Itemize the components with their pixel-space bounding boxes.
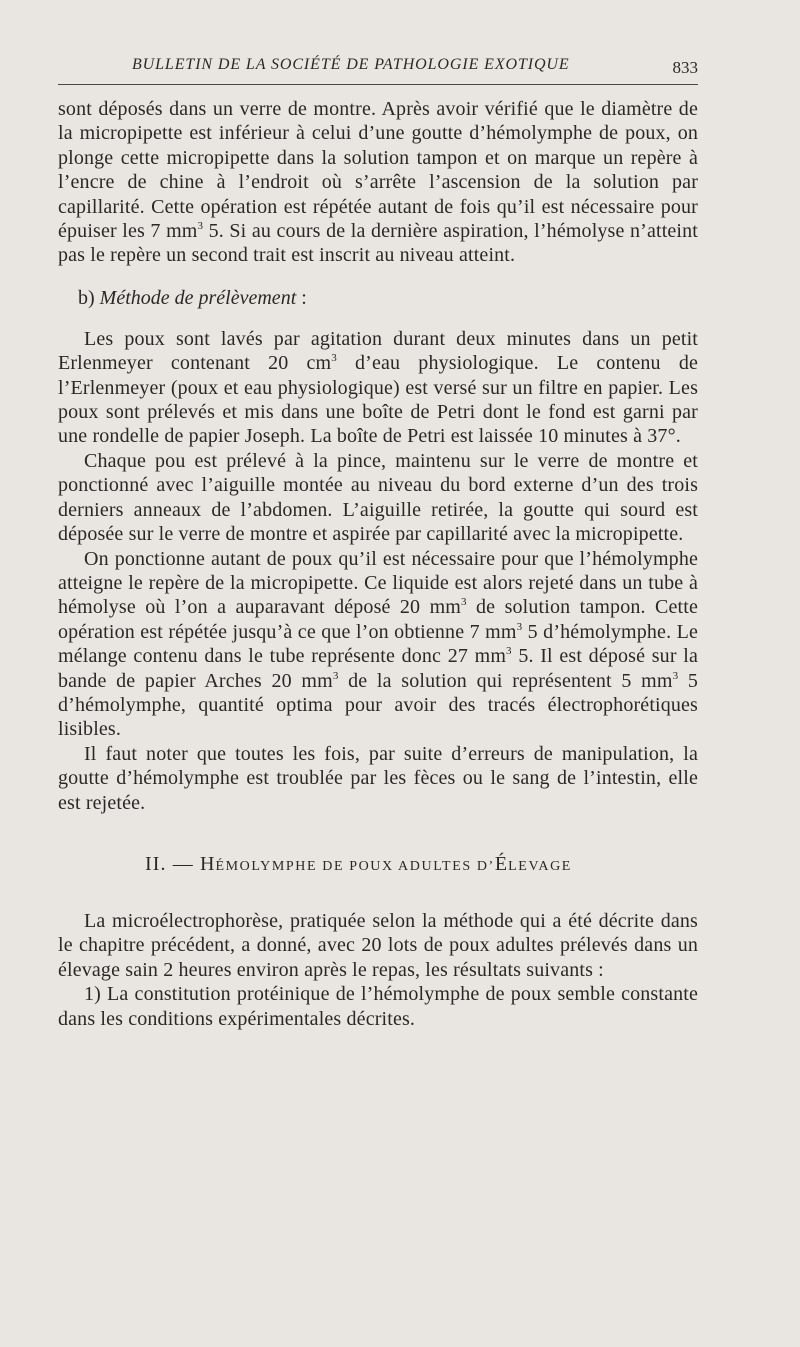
section-heading bbox=[145, 852, 698, 879]
page-body bbox=[58, 97, 698, 1031]
page-number: 833 bbox=[672, 58, 698, 77]
subsection-heading bbox=[78, 286, 698, 310]
paragraph-hemolymph-volume: On ponctionne autant de poux qu’il est nécessaire pour que l’hémolymphe atteigne le repère de la micropipette. Ce liquide est alors rejeté dans un tube à hémolyse où l’on a auparavant déposé 20 $mm^3$ de solution tampon. Cette opération est répétée jusqu’à ce que l’on obtienne 7 $mm^3$ 5 d’hémolymphe. Le mélange contenu dans le tube représente donc 27 $mm^3$ 5. Il est déposé sur la bande de papier Arches 20 $mm^3$ de la solution qui représentent 5 $mm^3$ 5 d’hémolymphe, quantité optima pour avoir des tracés électrophorétiques lisibles. bbox=[58, 547, 698, 741]
paragraph-results-intro: La microélectrophorèse, pratiquée selon la méthode qui a été décrite dans le chapitre précédent, a donné, avec 20 lots de poux adultes prélevés dans un élevage sain 2 heures environ après le repas, les résultats suivants : bbox=[58, 909, 698, 981]
section-title: HÉMOLYMPHE DE POUX ADULTES D’ÉLEVAGE bbox=[199, 852, 572, 875]
paragraph-result-1: 1) La constitution protéinique de l’hémolymphe de poux semble constante dans les conditions expérimentales décrites. bbox=[58, 983, 698, 1030]
subsection-prefix: b) bbox=[78, 286, 95, 309]
paragraph-puncture: Chaque pou est prélevé à la pince, maintenu sur le verre de montre et ponctionné avec l’aiguille montée au niveau du bord externe d’un des trois derniers anneaux de l’abdomen. L’aiguille retirée, la goutte qui sourd est déposée sur le verre de montre et aspirée par capillarité avec la micropipette. bbox=[58, 449, 698, 546]
page-header bbox=[58, 52, 698, 85]
paragraph-washing: Les poux sont lavés par agitation durant deux minutes dans un petit Erlenmeyer contenant 20 $cm^3$ d’eau physiologique. Le contenu de l’Erlenmeyer (poux et eau physiologique) est versé sur un filtre en papier. Les poux sont prélevés et mis dans une boîte de Petri dont le fond est garni par une rondelle de papier Joseph. La boîte de Petri est laissée 10 minutes à 37°. bbox=[58, 327, 698, 448]
section-numeral: II. — bbox=[145, 852, 194, 875]
subsection-title: Méthode de prélèvement bbox=[99, 286, 297, 309]
running-title: BULLETIN DE LA SOCIÉTÉ DE PATHOLOGIE EXOTIQUE bbox=[132, 56, 570, 73]
subsection-suffix: : bbox=[301, 286, 307, 309]
paragraph-rejection: Il faut noter que toutes les fois, par suite d’erreurs de manipulation, la goutte d’hémolymphe est troublée par les fèces ou le sang de l’intestin, elle est rejetée. bbox=[58, 742, 698, 814]
paragraph-micropipette: sont déposés dans un verre de montre. Après avoir vérifié que le diamètre de la micropipette est inférieur à celui d’une goutte d’hémolymphe de poux, on plonge cette micropipette dans la solution tampon et on marque un repère à l’encre de chine à l’endroit où s’arrête l’ascension de la solution par capillarité. Cette opération est répétée autant de fois qu’il est nécessaire pour épuiser les 7 $mm^3$ 5. Si au cours de la dernière aspiration, l’hémolyse n’atteint pas le repère un second trait est inscrit au niveau atteint. bbox=[58, 98, 698, 267]
